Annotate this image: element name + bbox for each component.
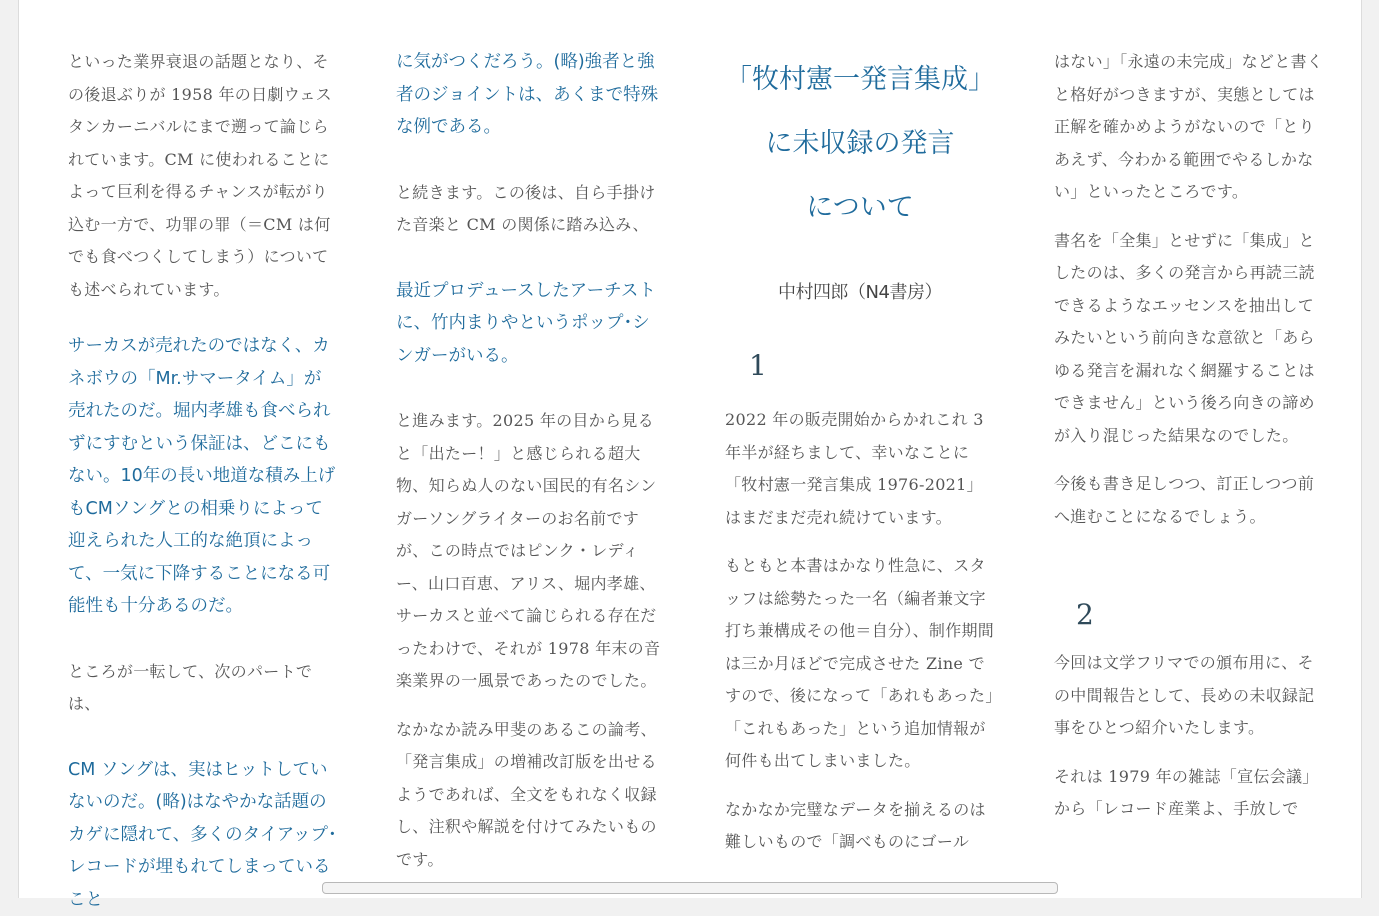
title-line: について bbox=[725, 176, 995, 240]
paragraph: と進みます。2025 年の目から見ると「出たー！」と感じられる超大物、知らぬ人のない国民的有名シンガーソングライターのお名前ですが、この時点ではピンク・レディー、山口百恵、アリス、堀内孝雄、サーカスと並べて論じられる存在だったわけで、それが 1978 年末の音楽業界の一風景であったのでした。 bbox=[396, 405, 666, 698]
paragraph: ところが一転して、次のパートでは、 bbox=[68, 656, 338, 721]
paragraph: と続きます。この後は、自ら手掛けた音楽と CM の関係に踏み込み、 bbox=[396, 177, 666, 242]
text-column-3 bbox=[725, 0, 995, 859]
paragraph: なかなか完璧なデータを揃えるのは難しいもので「調べものにゴール bbox=[725, 794, 995, 859]
quote-paragraph: サーカスが売れたのではなく、カネボウの「Mr.サマータイム」が売れたのだ。堀内孝雄も食べられずにすむという保証は、どこにもない。10年の長い地道な積み上げもCMソングとの相乗りによって迎えられた人工的な絶頂によって、一気に下降することになる可能性も十分あるのだ。 bbox=[68, 330, 338, 623]
author-byline: 中村四郎（N4書房） bbox=[725, 278, 995, 304]
article-title bbox=[725, 48, 995, 240]
paragraph: 書名を「全集」とせずに「集成」としたのは、多くの発言から再読三読できるようなエッセンスを抽出してみたいという前向きな意欲と「あらゆる発言を漏れなく網羅することはできません」という後ろ向きの諦めが入り混じった結果なのでした。 bbox=[1054, 225, 1324, 453]
horizontal-scrollbar[interactable] bbox=[322, 882, 1058, 894]
paragraph: はない」「永遠の未完成」などと書くと格好がつきますが、実態としては正解を確かめようがないので「とりあえず、今わかる範囲でやるしかない」といったところです。 bbox=[1054, 46, 1324, 209]
title-line: 「牧村憲一発言集成」 bbox=[725, 48, 995, 112]
section-number: 2 bbox=[1054, 599, 1324, 631]
paragraph: それは 1979 年の雑誌「宣伝会議」から「レコード産業よ、手放しで bbox=[1054, 761, 1324, 826]
quote-paragraph: に気がつくだろう。(略)強者と強者のジョイントは、あくまで特殊な例である。 bbox=[396, 46, 666, 144]
paragraph: 2022 年の販売開始からかれこれ 3 年半が経ちまして、幸いなことに「牧村憲一発言集成 1976-2021」はまだまだ売れ続けています。 bbox=[725, 404, 995, 534]
paragraph: 今回は文学フリマでの頒布用に、その中間報告として、長めの未収録記事をひとつ紹介いたします。 bbox=[1054, 647, 1324, 745]
text-column-1 bbox=[68, 0, 338, 916]
quote-paragraph: CM ソングは、実はヒットしていないのだ。(略)はなやかな話題のカゲに隠れて、多くのタイアップ･レコードが埋もれてしまっていること bbox=[68, 754, 338, 916]
text-column-2 bbox=[396, 0, 666, 876]
paragraph: なかなか読み甲斐のあるこの論考、「発言集成」の増補改訂版を出せるようであれば、全文をもれなく収録し、注釈や解説を付けてみたいものです。 bbox=[396, 714, 666, 877]
text-column-4 bbox=[1054, 0, 1324, 826]
quote-paragraph: 最近プロデュースしたアーチストに、竹内まりやというポップ･シンガーがいる。 bbox=[396, 275, 666, 373]
paragraph: もともと本書はかなり性急に、スタッフは総勢たった一名（編者兼文字打ち兼構成その他＝自分）、制作期間は三か月ほどで完成させた Zine ですので、後になって「あれもあった」「これもあった」という追加情報が何件も出てしまいました。 bbox=[725, 550, 995, 778]
paragraph: といった業界衰退の話題となり、その後退ぶりが 1958 年の日劇ウェスタンカーニバルにまで遡って論じられています。CM に使われることによって巨利を得るチャンスが転がり込む一方で、功罪の罪（＝CM は何でも食べつくしてしまう）についても述べられています。 bbox=[68, 46, 338, 306]
paragraph: 今後も書き足しつつ、訂正しつつ前へ進むことになるでしょう。 bbox=[1054, 468, 1324, 533]
document-page bbox=[18, 0, 1362, 898]
title-line: に未収録の発言 bbox=[725, 112, 995, 176]
section-number: 1 bbox=[725, 350, 995, 382]
